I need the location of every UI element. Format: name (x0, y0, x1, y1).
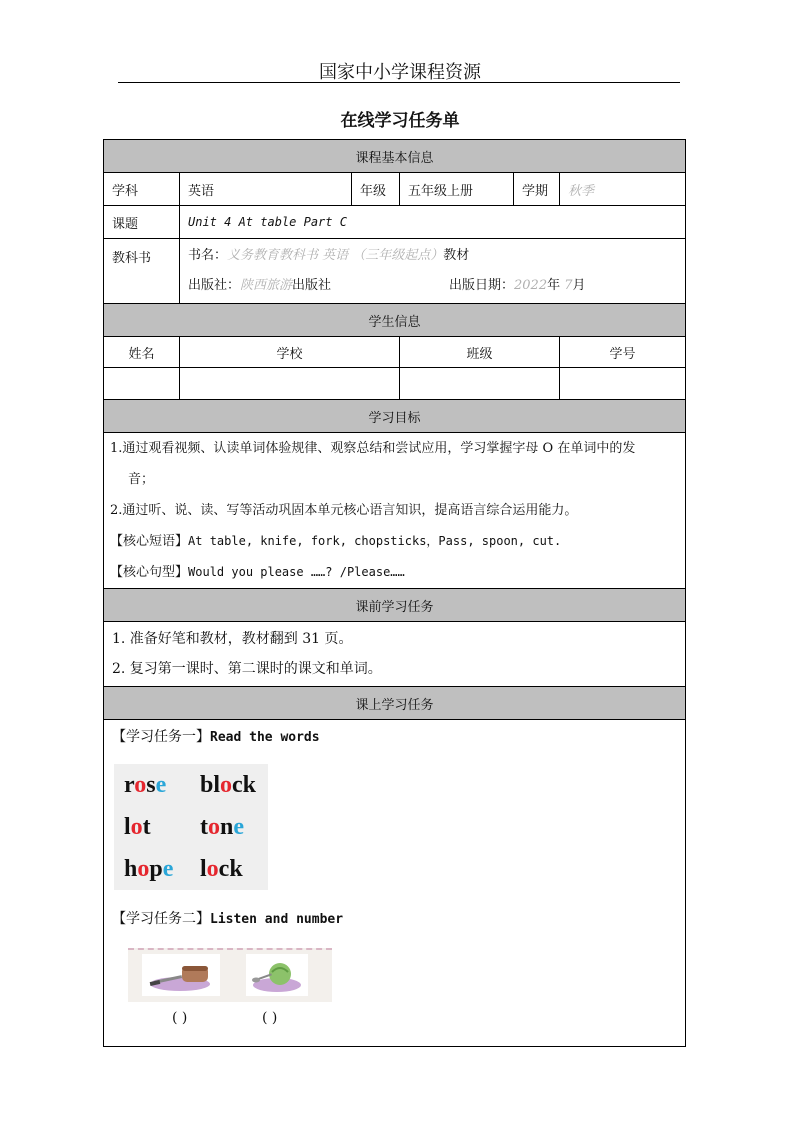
objective-1-line2: 音； (128, 472, 155, 487)
name-input-cell[interactable] (104, 368, 180, 400)
subject-label: 学科 (104, 173, 180, 206)
answer-blanks-row (112, 1002, 677, 1038)
core-sentences (110, 557, 679, 588)
pre-class-item-2: 2. 复习第一课时、第二课时的课文和单词。 (112, 661, 382, 677)
document-title: 在线学习任务单 (340, 111, 460, 131)
word-lot: lot (124, 813, 151, 840)
month-char: 月 (572, 278, 586, 293)
pub-date-label: 出版日期： (449, 278, 515, 293)
core-sentences-label: 【核心句型】 (110, 565, 189, 580)
pre-class-item-1: 1. 准备好笔和教材，教材翻到 31 页。 (112, 631, 353, 647)
section-in-class: 课上学习任务 (104, 687, 686, 720)
term-value: 秋季 (560, 173, 686, 206)
section-course-info: 课程基本信息 (104, 140, 686, 173)
pre-class-body (104, 622, 686, 687)
subject-value: 英语 (180, 173, 352, 206)
answer-blank-2[interactable]: ( ) (262, 1010, 278, 1026)
task1-heading (112, 720, 677, 746)
col-name: 姓名 (104, 337, 180, 368)
core-sentences-value: Would you please ……? /Please…… (188, 565, 405, 579)
header-rule (118, 82, 680, 83)
objectives-body (104, 433, 686, 589)
pub-date (449, 271, 586, 301)
word-hope: hope (124, 855, 174, 882)
core-phrases-label: 【核心短语】 (110, 534, 189, 549)
header-title: 国家中小学课程资源 (319, 62, 481, 83)
col-class: 班级 (400, 337, 560, 368)
textbook-details (180, 239, 686, 304)
term-label: 学期 (514, 173, 560, 206)
task1-title: Read the words (210, 730, 320, 745)
task2-title: Listen and number (210, 912, 344, 927)
task2-label: 【学习任务二】 (112, 911, 210, 927)
grade-label: 年级 (352, 173, 400, 206)
word-rose: rose (124, 771, 167, 798)
words-card (114, 764, 268, 890)
pub-year: 2022 (514, 278, 548, 293)
publisher-suffix: 出版社 (292, 278, 332, 293)
picture-cabbage-with-spoon (246, 954, 308, 996)
textbook-label: 教科书 (104, 239, 180, 304)
book-name-suffix: 教材 (443, 248, 470, 263)
book-name-value: 义务教育教科书 英语 （三年级起点） (227, 248, 444, 263)
publisher-label: 出版社： (188, 278, 241, 293)
task1-label: 【学习任务一】 (112, 729, 210, 745)
objective-2: 2.通过听、说、读、写等活动巩固本单元核心语言知识，提高语言综合运用能力。 (110, 503, 578, 518)
core-phrases (110, 526, 679, 557)
publisher-line (188, 271, 677, 301)
col-student-id: 学号 (560, 337, 686, 368)
word-block: block (200, 771, 257, 798)
task-sheet-table (103, 139, 686, 1047)
picture-bread-with-knife (142, 954, 220, 996)
word-tone: tone (200, 813, 245, 840)
publisher-value: 陕西旅游 (240, 278, 293, 293)
student-id-input-cell[interactable] (560, 368, 686, 400)
grade-value: 五年级上册 (400, 173, 514, 206)
book-name-label: 书名： (188, 248, 228, 263)
section-student-info: 学生信息 (104, 304, 686, 337)
section-pre-class: 课前学习任务 (104, 589, 686, 622)
listen-pictures-strip (128, 948, 332, 1002)
class-input-cell[interactable] (400, 368, 560, 400)
answer-blank-1[interactable]: ( ) (172, 1010, 188, 1026)
word-lock: lock (200, 855, 243, 882)
school-input-cell[interactable] (180, 368, 400, 400)
topic-label: 课题 (104, 206, 180, 239)
core-phrases-value: At table, knife, fork, chopsticks，Pass, spoon, cut. (188, 534, 562, 548)
task2-heading (112, 890, 677, 928)
book-name-line (188, 241, 677, 271)
in-class-body (104, 720, 686, 1047)
objective-1-line1: 1.通过观看视频、认读单词体验规律、观察总结和尝试应用，学习掌握字母 O 在单词中的发 (110, 441, 636, 456)
year-char: 年 (547, 278, 561, 293)
topic-value: Unit 4 At table Part C (180, 206, 686, 239)
col-school: 学校 (180, 337, 400, 368)
section-objectives: 学习目标 (104, 400, 686, 433)
pub-month: 7 (564, 278, 573, 293)
